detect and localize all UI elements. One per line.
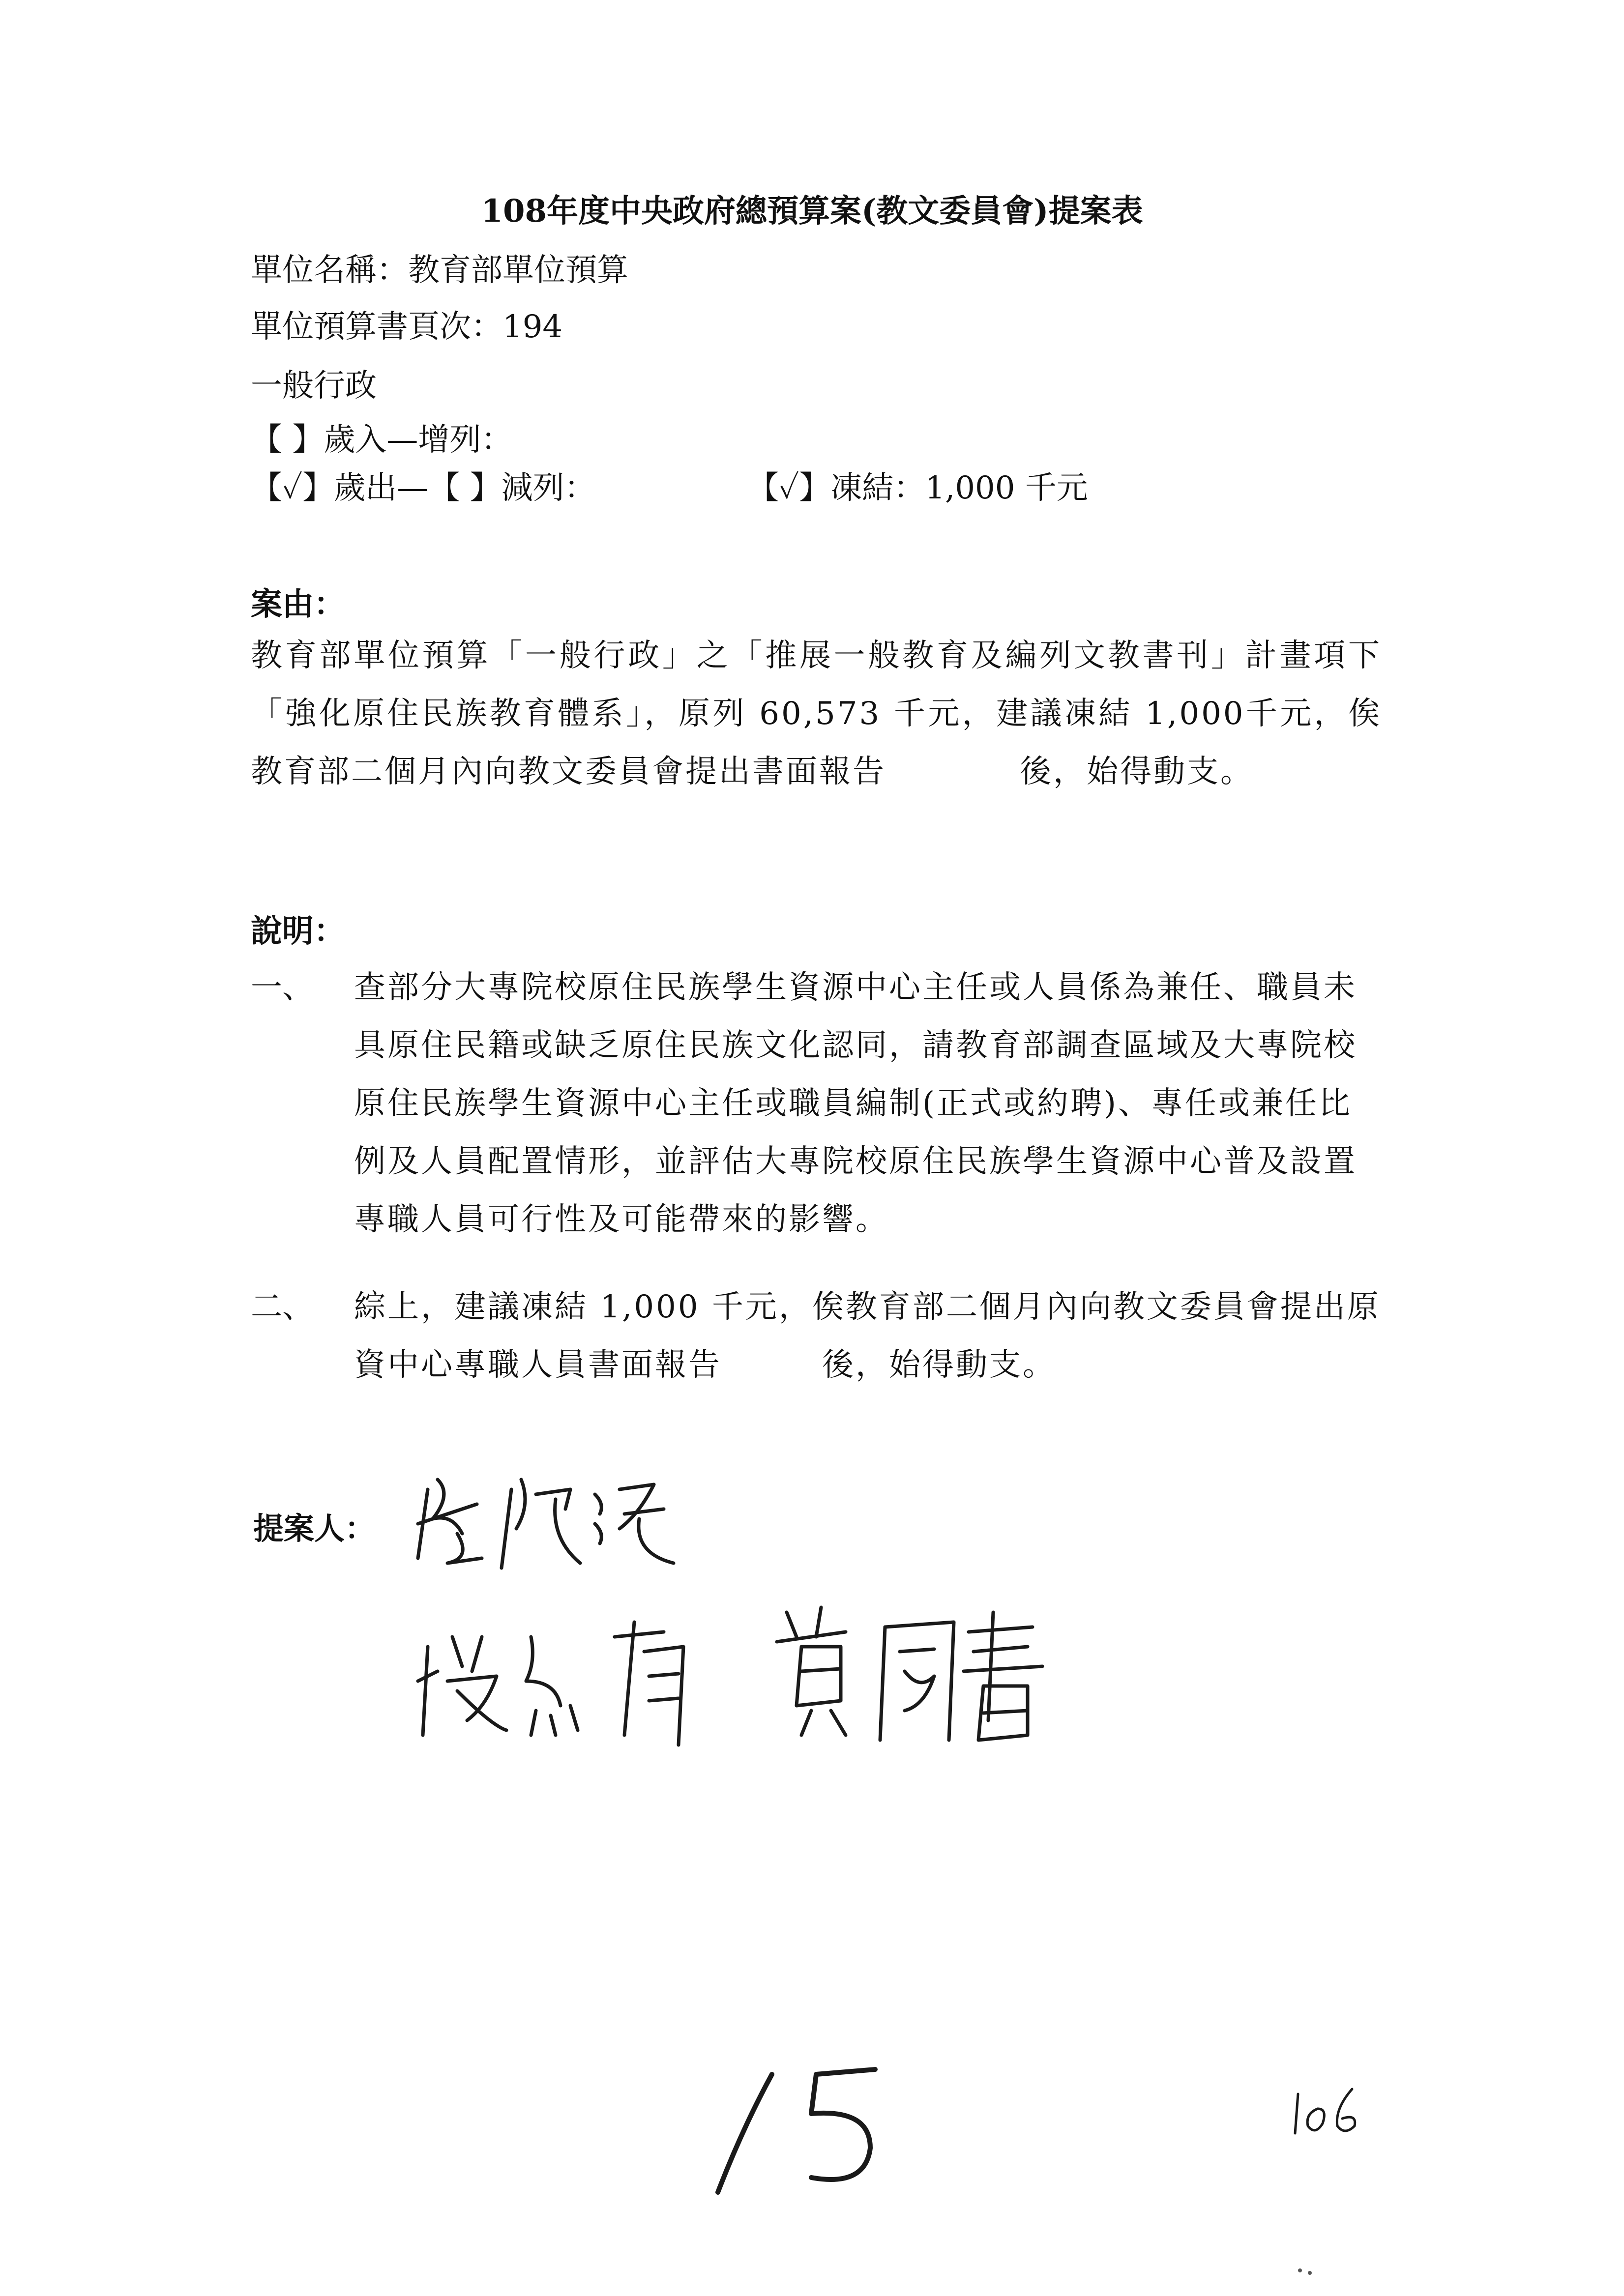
scan-speck [1298, 2268, 1302, 2272]
revenue-line: 【 】歲入—增列： [251, 422, 513, 458]
expense-line: 【✓】歲出—【 】減列： [251, 470, 596, 506]
explanation-item-text: 查部分大專院校原住民族學生資源中心主任或人員係為兼任、職員未具原住民籍或缺乏原住民族文化認同，請教育部調查區域及大專院校原住民族學生資源中心主任或職員編制(正式或約聘)、專任或兼任比例及人員配置情形，並評估大專院校原住民族學生資源中心普及設置專職人員可行性及可能帶來的影響。 [354, 969, 1357, 1238]
handwritten-signature [767, 1593, 1092, 1750]
category: 一般行政 [251, 368, 377, 404]
handwritten-page-number [688, 2055, 915, 2202]
document-title: 108年度中央政府總預算案(教文委員會)提案表 [481, 193, 1143, 230]
explanation-item-text: 綜上，建議凍結 1,000 千元，俟教育部二個月內向教文委員會提出原資中心專職人員書面報告 後，始得動支。 [354, 1289, 1381, 1383]
unit-page: 單位預算書頁次：194 [251, 309, 563, 345]
handwritten-signature [408, 1460, 713, 1578]
explanation-item-number: 二、 [251, 1289, 314, 1325]
reason-heading: 案由： [251, 586, 345, 623]
handwritten-signature [408, 1607, 713, 1755]
explanation-heading: 說明： [251, 913, 345, 950]
explanation-item [251, 1278, 1382, 1394]
reason-text: 教育部單位預算「一般行政」之「推展一般教育及編列文教書刊」計畫項下「強化原住民族教育體系」，原列 60,573 千元，建議凍結 1,000千元，俟教育部二個月內向教文委員會提出書面報告 後，始得動支。 [251, 638, 1382, 790]
explanation-item [251, 959, 1382, 1249]
handwritten-corner-number [1288, 2079, 1367, 2138]
scan-speck [1308, 2271, 1312, 2275]
unit-name: 單位名稱：教育部單位預算 [251, 252, 628, 289]
proposer-label: 提案人： [253, 1511, 376, 1546]
explanation-item-number: 一、 [251, 969, 314, 1006]
freeze-line: 【✓】凍結：1,000 千元 [747, 470, 1088, 506]
